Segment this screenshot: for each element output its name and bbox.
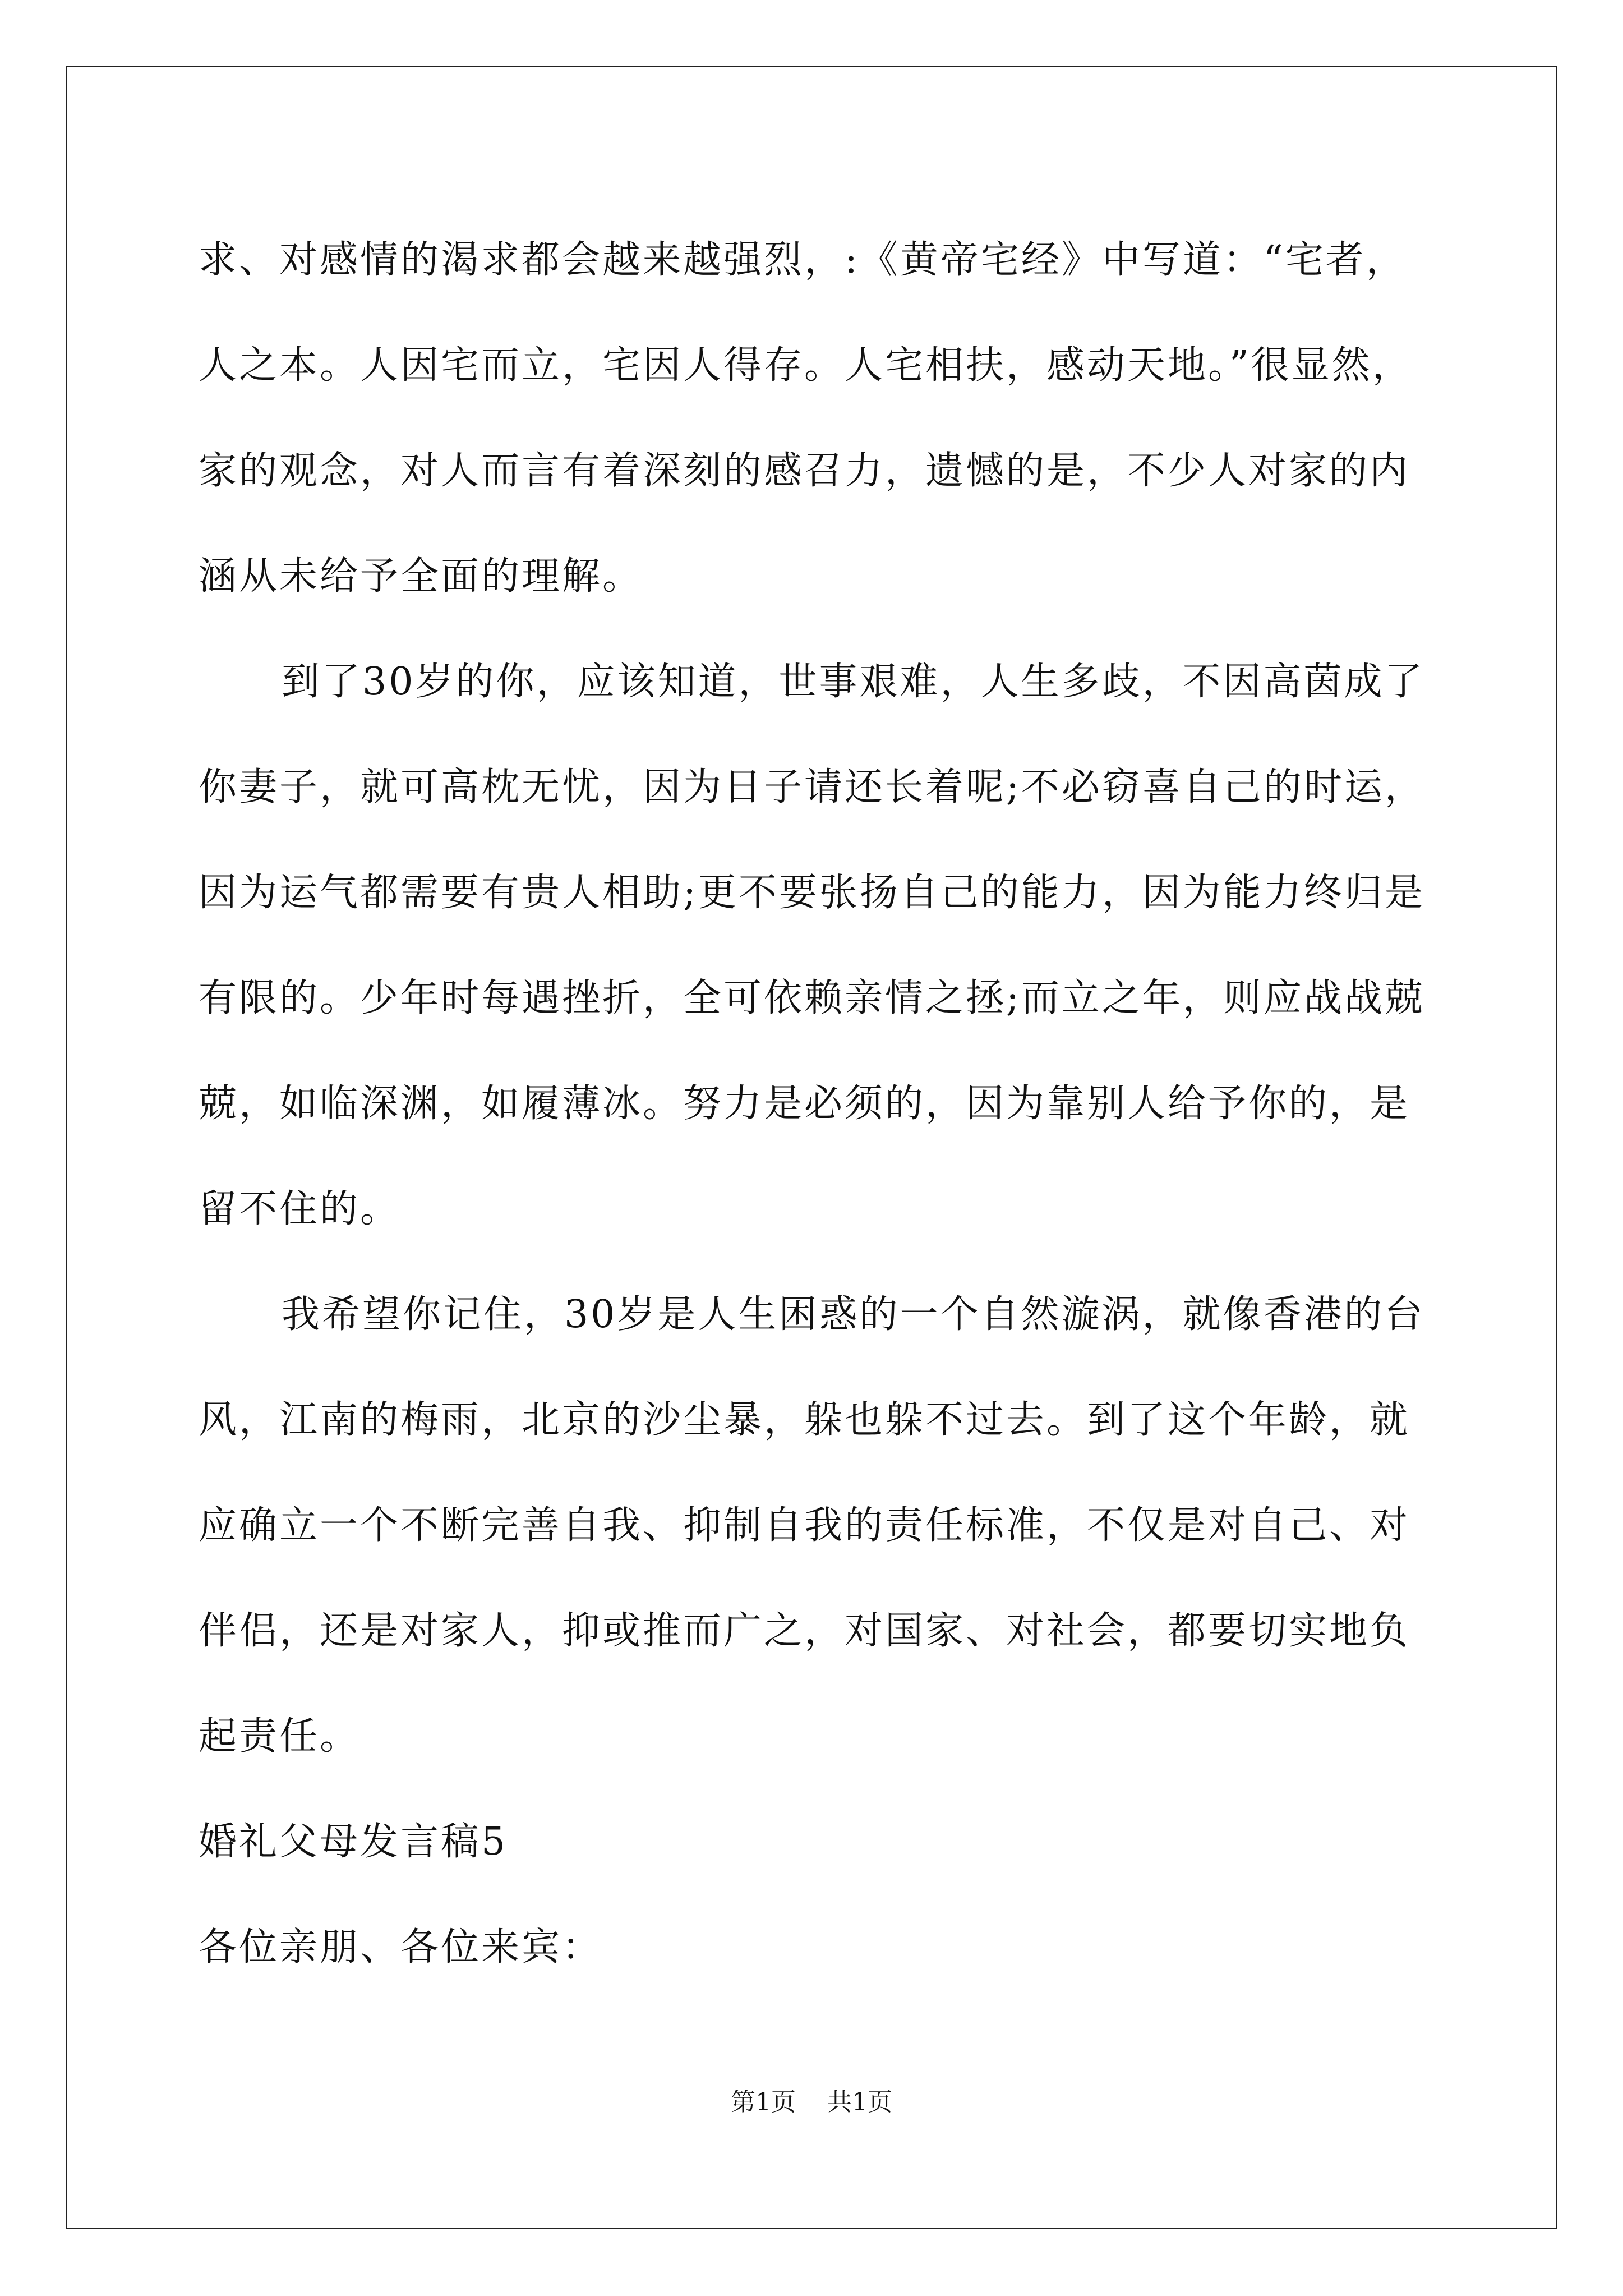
paragraph-2: 到了30岁的你，应该知道，世事艰难，人生多歧，不因高茵成了你妻子，就可高枕无忧，因为日子请还长着呢;不必窃喜自己的时运，因为运气都需要有贵人相助;更不要张扬自己的能力，因为能力终归是有限的。少年时每遇挫折，全可依赖亲情之拯;而立之年，则应战战兢兢，如临深渊，如履薄冰。努力是必须的，因为靠别人给予你的，是留不住的。 bbox=[199, 660, 1425, 1231]
page-total: 共1页 bbox=[827, 2088, 892, 2116]
page-footer bbox=[0, 2086, 1623, 2119]
document-body bbox=[199, 208, 1432, 2000]
salutation: 各位亲朋、各位来宾： bbox=[199, 1925, 603, 1970]
section-title: 婚礼父母发言稿5 bbox=[199, 1820, 508, 1864]
paragraph-3: 我希望你记住，30岁是人生困惑的一个自然漩涡，就像香港的台风，江南的梅雨，北京的沙尘暴，躲也躲不过去。到了这个年龄，就应确立一个不断完善自我、抑制自我的责任标准，不仅是对自己、对伴侣，还是对家人，抑或推而广之，对国家、对社会，都要切实地负起责任。 bbox=[199, 1292, 1425, 1759]
paragraph-1: 求、对感情的渴求都会越来越强烈，:《黄帝宅经》中写道：“宅者，人之本。人因宅而立，宅因人得存。人宅相扶，感动天地。”很显然，家的观念，对人而言有着深刻的感召力，遗憾的是，不少人对家的内涵从未给予全面的理解。 bbox=[199, 238, 1413, 599]
page-number: 第1页 bbox=[731, 2088, 796, 2116]
